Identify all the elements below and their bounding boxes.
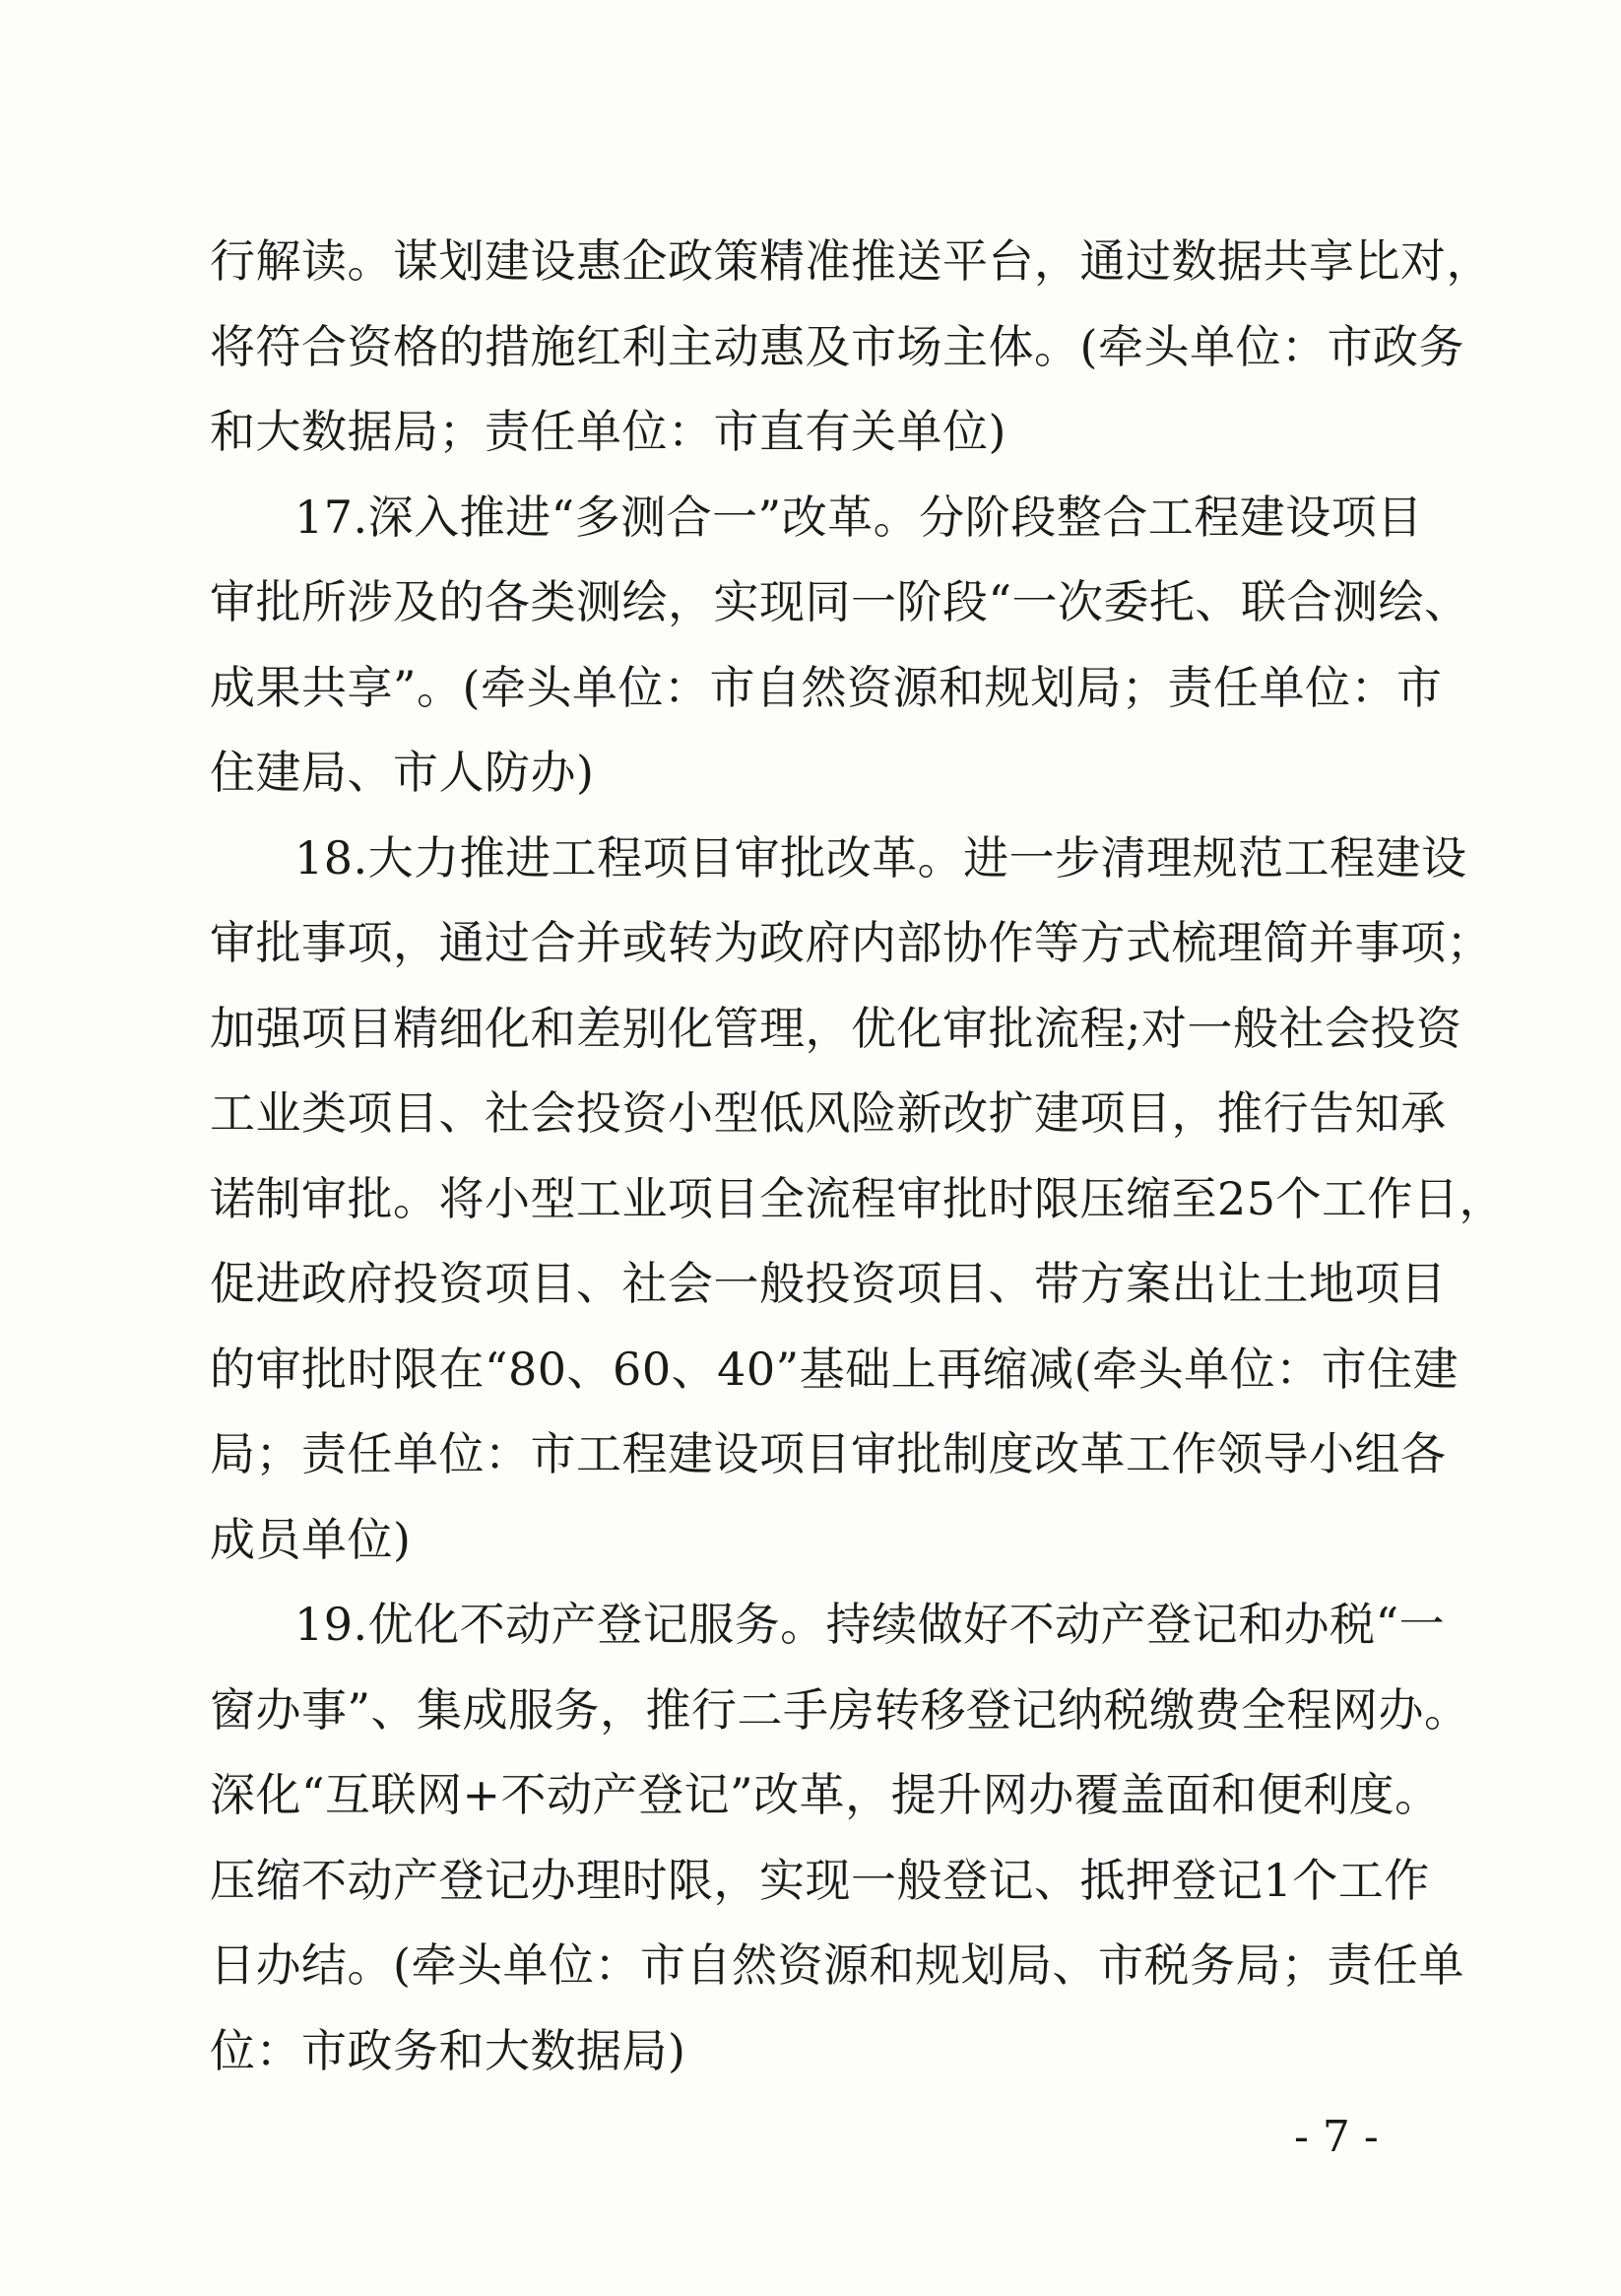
text-line: 19.优化不动产登记服务。持续做好不动产登记和办税“一 xyxy=(294,1598,1446,1651)
text-line: 18.大力推进工程项目审批改革。进一步清理规范工程建设 xyxy=(294,830,1467,885)
text-line: 窗办事”、集成服务，推行二手房转移登记纳税缴费全程网办。 xyxy=(210,1682,1470,1737)
paragraph-continuation xyxy=(210,219,1492,475)
text-line: 成员单位) xyxy=(210,1512,412,1566)
text-line: 审批所涉及的各类测绘，实现同一阶段“一次委托、联合测绘、 xyxy=(210,575,1470,628)
text-line: 促进政府投资项目、社会一般投资项目、带方案出让土地项目 xyxy=(210,1257,1447,1310)
text-line: 加强项目精细化和差别化管理，优化审批流程;对一般社会投资 xyxy=(210,1001,1462,1055)
document-body xyxy=(210,219,1506,2093)
text-line: 局；责任单位：市工程建设项目审批制度改革工作领导小组各 xyxy=(210,1427,1447,1480)
text-line: 和大数据局；责任单位：市直有关单位) xyxy=(210,405,1006,458)
paragraph-item-17 xyxy=(210,475,1470,816)
paragraph-item-19 xyxy=(210,1582,1470,2093)
text-line: 17.深入推进“多测合一”改革。分阶段整合工程建设项目 xyxy=(294,490,1423,544)
text-line: 工业类项目、社会投资小型低风险新改扩建项目，推行告知承 xyxy=(210,1086,1447,1140)
text-line: 住建局、市人防办) xyxy=(210,746,595,799)
text-line: 压缩不动产登记办理时限，实现一般登记、抵押登记1个工作 xyxy=(210,1853,1430,1907)
text-line: 将符合资格的措施红利主动惠及市场主体。(牵头单位：市政务 xyxy=(210,319,1464,373)
text-line: 行解读。谋划建设惠企政策精准推送平台，通过数据共享比对， xyxy=(210,234,1492,288)
page-number: - 7 - xyxy=(1294,2112,1379,2162)
text-line: 成果共享”。(牵头单位：市自然资源和规划局；责任单位：市 xyxy=(210,660,1443,714)
text-line: 审批事项，通过合并或转为政府内部协作等方式梳理简并事项； xyxy=(210,916,1492,969)
text-line: 位：市政务和大数据局) xyxy=(210,2023,686,2077)
text-line: 日办结。(牵头单位：市自然资源和规划局、市税务局；责任单 xyxy=(210,1938,1464,1992)
paragraph-item-18 xyxy=(210,816,1506,1583)
text-line: 深化“互联网+不动产登记”改革，提升网办覆盖面和便利度。 xyxy=(210,1768,1441,1821)
text-line: 诺制审批。将小型工业项目全流程审批时限压缩至25个工作日， xyxy=(210,1171,1506,1225)
text-line: 的审批时限在“80、60、40”基础上再缩减(牵头单位：市住建 xyxy=(210,1342,1459,1396)
